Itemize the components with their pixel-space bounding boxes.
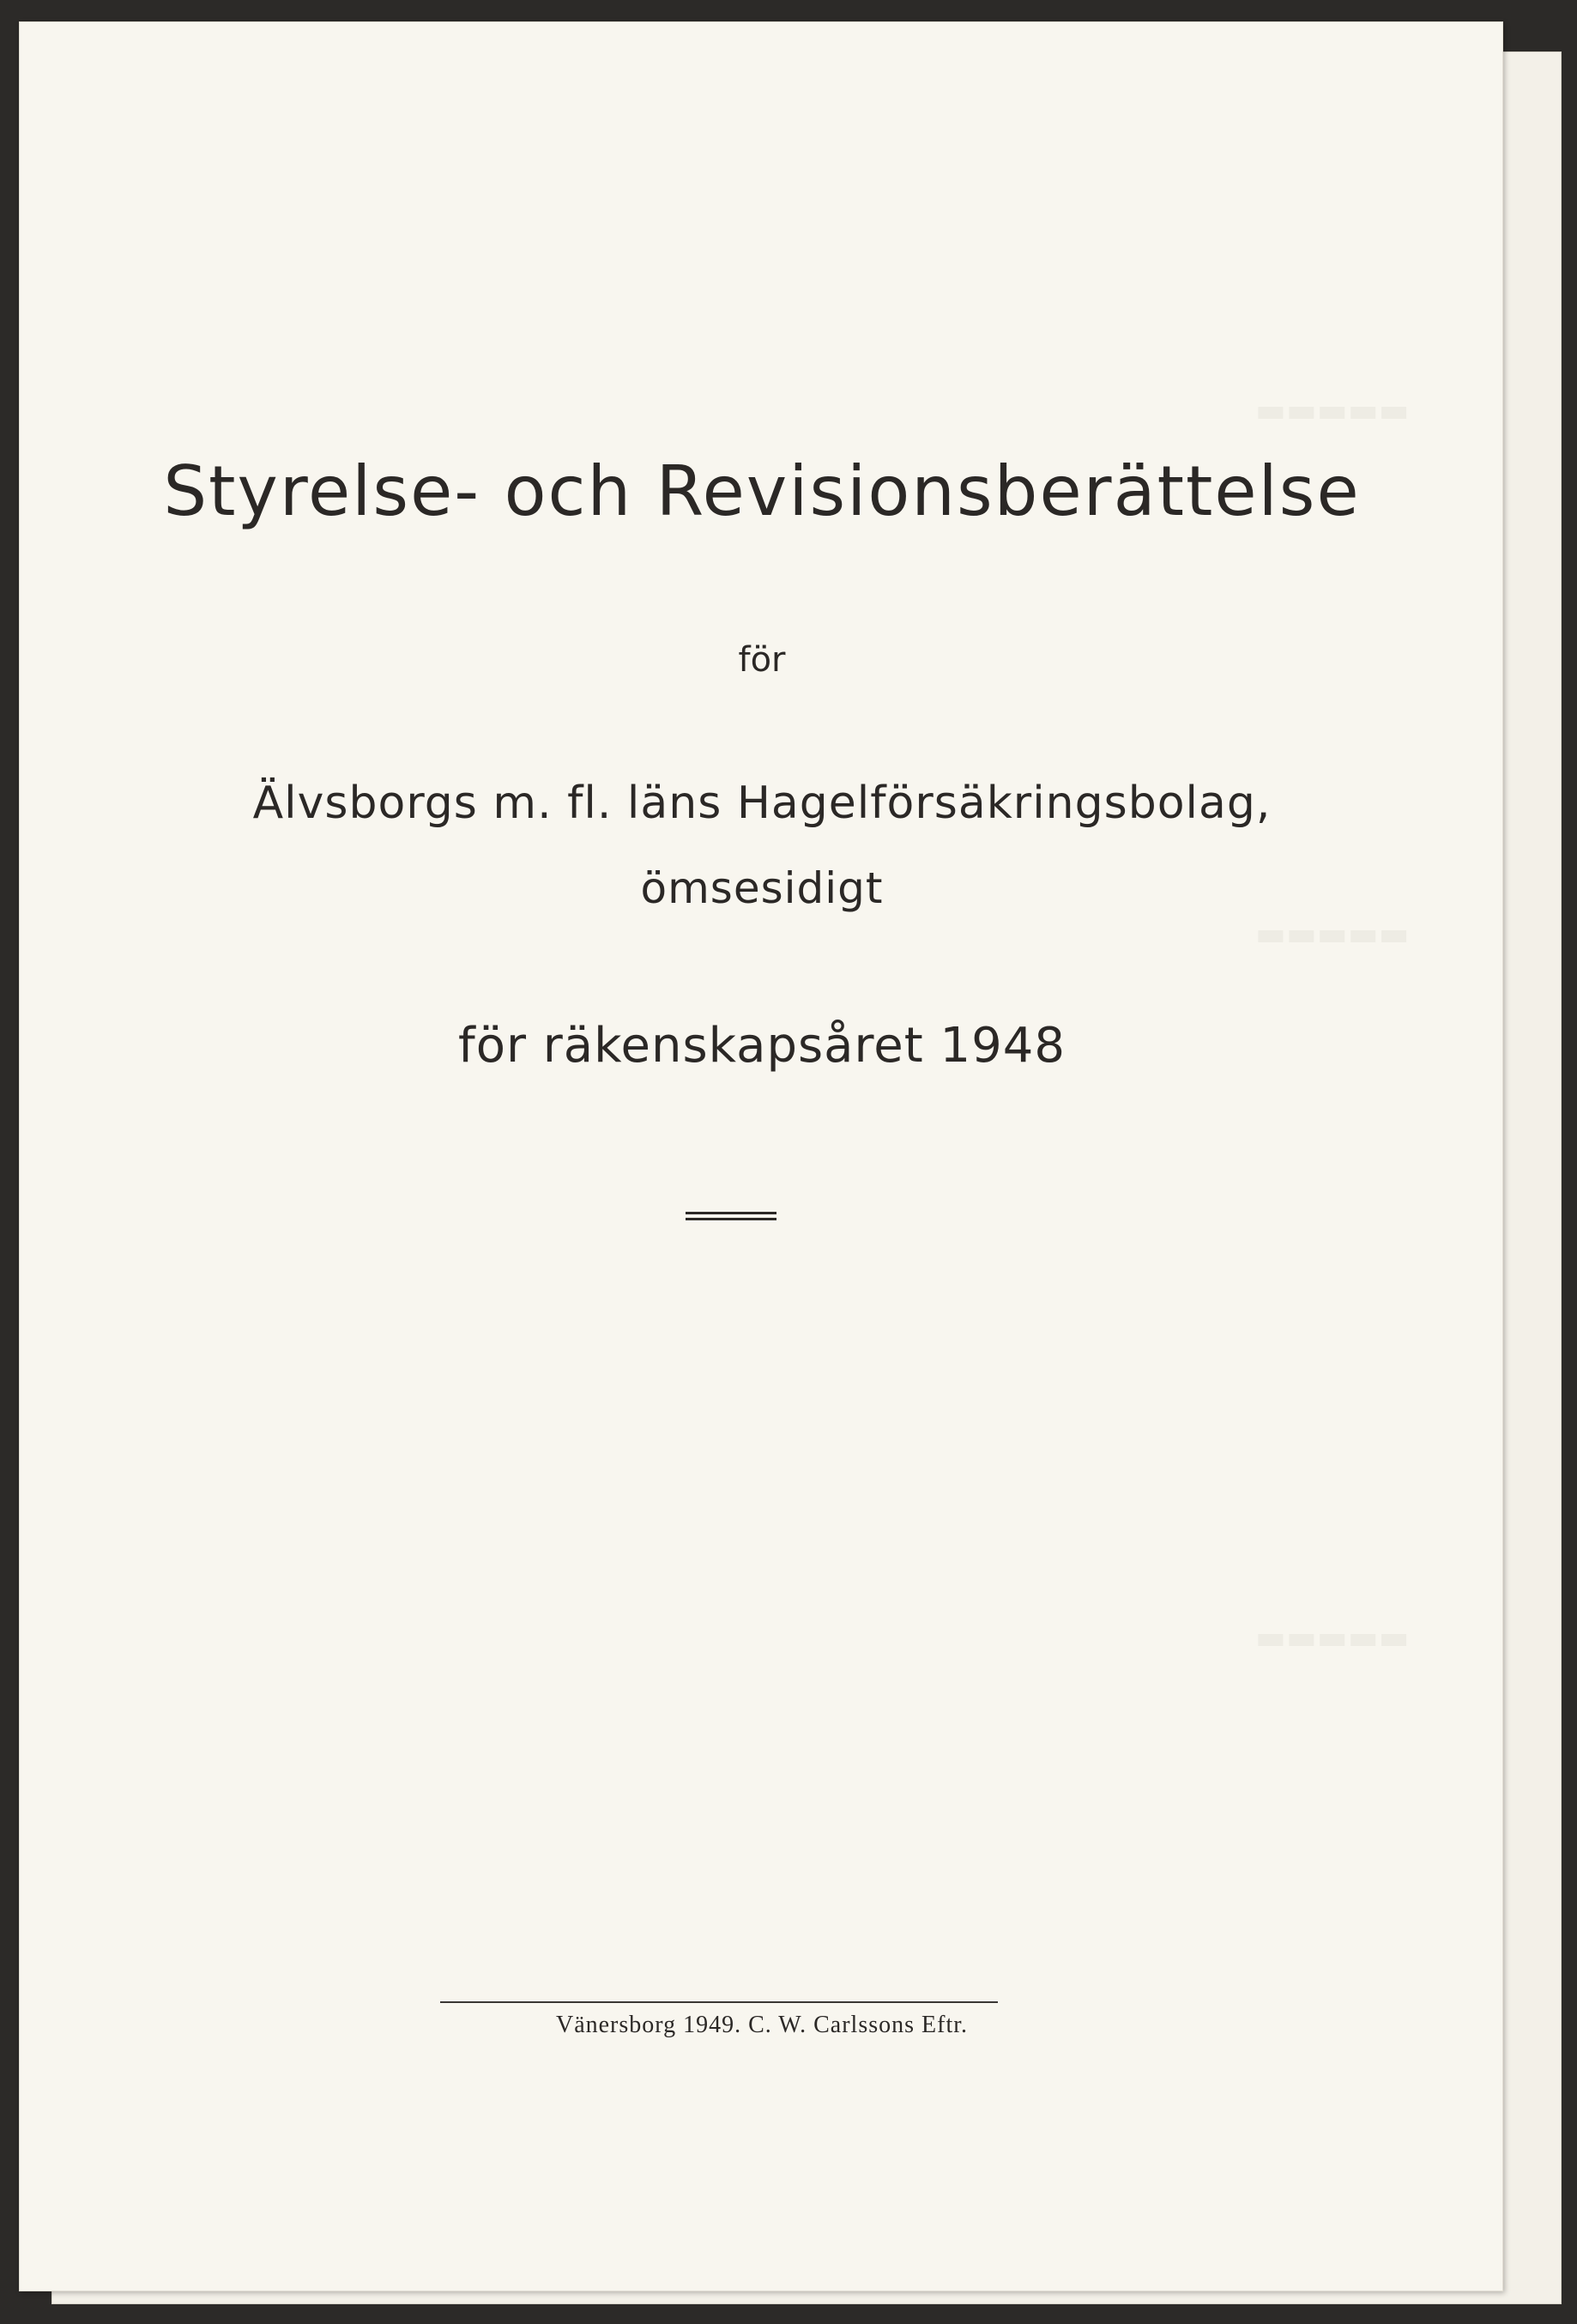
document-title: Styrelse- och Revisionsberättelse <box>163 451 1361 531</box>
show-through-text: ▬▬▬▬▬ <box>1255 1619 1410 1656</box>
fiscal-year: för räkenskapsåret 1948 <box>457 1018 1066 1074</box>
printer-imprint: Vänersborg 1949. C. W. Carlssons Eftr. <box>555 2012 969 2038</box>
show-through-text: ▬▬▬▬▬ <box>1255 391 1410 429</box>
show-through-text: ▬▬▬▬▬ <box>1255 915 1410 953</box>
for-word: för <box>738 640 786 680</box>
imprint-rule <box>440 2001 998 2003</box>
company-type: ömsesidigt <box>640 863 884 913</box>
ornamental-double-rule <box>686 1212 776 1220</box>
cover-page <box>19 21 1503 2291</box>
company-name: Älvsborgs m. fl. läns Hagelförsäkringsbolag, <box>252 778 1272 829</box>
